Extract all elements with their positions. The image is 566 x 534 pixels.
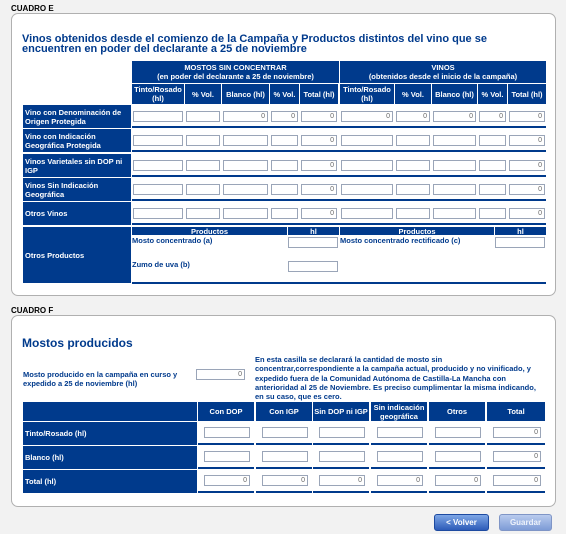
- cell-input[interactable]: 0: [509, 160, 545, 171]
- row-bottom-line: [256, 467, 312, 469]
- cell-input[interactable]: 0: [509, 135, 545, 146]
- row-bottom-line: [429, 491, 485, 493]
- cell-input[interactable]: 0: [509, 111, 545, 122]
- cell-input[interactable]: 0: [433, 111, 476, 122]
- col-productos-1: Productos: [132, 227, 287, 235]
- cell-input[interactable]: 0: [301, 111, 337, 122]
- cell-input[interactable]: 0: [301, 208, 337, 219]
- cell-input[interactable]: [271, 160, 298, 171]
- cell-input[interactable]: [319, 451, 365, 462]
- row-label-3: Vinos Sin Indicación Geográfica: [23, 178, 131, 201]
- corner-header: [23, 402, 197, 421]
- mosto-concentrado-input[interactable]: [288, 237, 338, 248]
- col-header-9: Total (hl): [508, 84, 546, 104]
- col-header-f-5: Total: [487, 402, 545, 421]
- cell-input[interactable]: [435, 451, 481, 462]
- cell-input[interactable]: [223, 135, 268, 146]
- row-bottom-line: [371, 467, 427, 469]
- cell-input[interactable]: [186, 135, 220, 146]
- cell-input[interactable]: 0: [271, 111, 298, 122]
- row-label-otros-productos: Otros Productos: [23, 227, 131, 283]
- cuadro-e-label: CUADRO E: [11, 4, 54, 13]
- row-bottom-line: [313, 467, 369, 469]
- cell-input[interactable]: [262, 427, 308, 438]
- cell-input[interactable]: [479, 184, 506, 195]
- row-bottom-line: [313, 443, 369, 445]
- mosto-rectificado-label: Mosto concentrado rectificado (c): [340, 236, 461, 245]
- cell-input[interactable]: 0: [223, 111, 268, 122]
- col-header-8: % Vol.: [478, 84, 507, 104]
- cell-input[interactable]: [186, 184, 220, 195]
- cell-input[interactable]: 0: [396, 111, 430, 122]
- cell-input[interactable]: [396, 160, 430, 171]
- zumo-uva-input[interactable]: [288, 261, 338, 272]
- row-bottom-line: [132, 126, 546, 128]
- cell-input[interactable]: 0: [493, 475, 541, 486]
- row-bottom-line: [487, 467, 545, 469]
- row-bottom-line: [132, 199, 546, 201]
- cell-input[interactable]: [223, 160, 268, 171]
- cell-input[interactable]: 0: [435, 475, 481, 486]
- row-bottom-line: [198, 491, 254, 493]
- group-mostos-sub: (en poder del declarante a 25 de noviembre): [157, 72, 314, 81]
- row-bottom-line: [429, 467, 485, 469]
- cell-input[interactable]: 0: [493, 451, 541, 462]
- cell-input[interactable]: 0: [204, 475, 250, 486]
- cell-input[interactable]: 0: [493, 427, 541, 438]
- cell-input[interactable]: [435, 427, 481, 438]
- group-vinos-title: VINOS: [431, 63, 455, 72]
- cell-input[interactable]: [262, 451, 308, 462]
- cell-input[interactable]: [479, 160, 506, 171]
- cuadro-e-panel: [11, 13, 556, 296]
- row-bottom-line: [429, 443, 485, 445]
- row-bottom-line: [487, 443, 545, 445]
- save-button[interactable]: Guardar: [499, 514, 552, 531]
- cell-input[interactable]: [433, 184, 476, 195]
- row-bottom-line: [256, 491, 312, 493]
- row-bottom-line: [132, 223, 546, 225]
- col-header-5: Tinto/Rosado (hl): [340, 84, 394, 104]
- cell-input[interactable]: 0: [301, 160, 337, 171]
- mosto-producido-label: Mosto producido en la campaña en curso y expedido a 25 de noviembre (hl): [23, 370, 178, 388]
- back-button[interactable]: < Volver: [434, 514, 489, 531]
- cell-input[interactable]: [341, 208, 393, 219]
- col-header-4: Total (hl): [300, 84, 338, 104]
- row-bottom-line: [198, 443, 254, 445]
- cell-input[interactable]: [319, 427, 365, 438]
- cell-input[interactable]: [433, 208, 476, 219]
- cuadro-f-title: Mostos producidos: [22, 336, 133, 350]
- cell-input[interactable]: 0: [341, 111, 393, 122]
- cell-input[interactable]: [133, 184, 183, 195]
- cell-input[interactable]: 0: [301, 135, 337, 146]
- row-bottom-line: [198, 467, 254, 469]
- col-header-7: Blanco (hl): [432, 84, 477, 104]
- col-header-f-1: Con IGP: [256, 402, 312, 421]
- row-label-f-2: Total (hl): [23, 470, 197, 493]
- row-bottom-line: [371, 491, 427, 493]
- col-header-f-2: Sin DOP ni IGP: [313, 402, 369, 421]
- group-mostos-title: MOSTOS SIN CONCENTRAR: [184, 63, 287, 72]
- mosto-rectificado-input[interactable]: [495, 237, 545, 248]
- cell-input[interactable]: 0: [301, 184, 337, 195]
- cell-input[interactable]: [479, 208, 506, 219]
- cell-input[interactable]: [223, 208, 268, 219]
- row-label-2: Vinos Varietales sin DOP ni IGP: [23, 154, 131, 177]
- cuadro-f-label: CUADRO F: [11, 306, 54, 315]
- cell-input[interactable]: [133, 160, 183, 171]
- cell-input[interactable]: [377, 451, 423, 462]
- row-label-1: Vino con Indicación Geográfica Protegida: [23, 129, 131, 152]
- group-vinos-header: [340, 61, 546, 83]
- row-bottom-line: [313, 491, 369, 493]
- cell-input[interactable]: [133, 208, 183, 219]
- cell-input[interactable]: 0: [377, 475, 423, 486]
- col-productos-2: Productos: [340, 227, 494, 235]
- row-label-4: Otros Vinos: [23, 202, 131, 225]
- cell-input[interactable]: [396, 184, 430, 195]
- cell-input[interactable]: [186, 208, 220, 219]
- cell-input[interactable]: [341, 184, 393, 195]
- cuadro-e-title: Vinos obtenidos desde el comienzo de la Campaña y Productos distintos del vino que se encuentren en poder del declarante a 25 de noviembre: [22, 33, 487, 55]
- group-mostos-header: [132, 61, 339, 83]
- cell-input[interactable]: 0: [319, 475, 365, 486]
- cell-input[interactable]: 0: [509, 184, 545, 195]
- row-bottom-line: [256, 443, 312, 445]
- cell-input[interactable]: [396, 135, 430, 146]
- cell-input[interactable]: [271, 208, 298, 219]
- cell-input[interactable]: [186, 111, 220, 122]
- zumo-uva-label: Zumo de uva (b): [132, 260, 190, 269]
- cuadro-f-panel: [11, 315, 556, 507]
- col-header-3: % Vol.: [270, 84, 299, 104]
- cell-input[interactable]: [186, 160, 220, 171]
- mosto-note: En esta casilla se declarará la cantidad de mosto sin concentrar,correspondiente a la campaña actual, producido y no vinificado, y expedido fuera de la Comunidad Autónoma de Castilla-La Mancha con anterioridad al 25 de Noviembre. Es preciso cumplimentar la misma indicando, en su caso, que es cero.: [255, 355, 536, 402]
- col-header-2: Blanco (hl): [222, 84, 269, 104]
- row-label-f-0: Tinto/Rosado (hl): [23, 422, 197, 445]
- cell-input[interactable]: [433, 135, 476, 146]
- group-vinos-sub: (obtenidos desde el inicio de la campaña): [368, 72, 518, 81]
- col-header-1: % Vol.: [185, 84, 221, 104]
- row-bottom-line: [132, 150, 546, 152]
- col-header-f-0: Con DOP: [198, 402, 254, 421]
- cell-input[interactable]: [204, 451, 250, 462]
- cell-input[interactable]: [433, 160, 476, 171]
- row-label-f-1: Blanco (hl): [23, 446, 197, 469]
- col-header-f-3: Sin indicación geográfica: [371, 402, 427, 421]
- otros-productos-bottom-line: [132, 282, 546, 284]
- cell-input[interactable]: 0: [509, 208, 545, 219]
- mosto-concentrado-label: Mosto concentrado (a): [132, 236, 213, 245]
- col-hl-2: hl: [495, 227, 546, 235]
- cell-input[interactable]: [271, 135, 298, 146]
- cell-input[interactable]: [377, 427, 423, 438]
- row-label-0: Vino con Denominación de Origen Protegida: [23, 105, 131, 128]
- row-bottom-line: [487, 491, 545, 493]
- cell-input[interactable]: [479, 135, 506, 146]
- cell-input[interactable]: [396, 208, 430, 219]
- mosto-producido-input[interactable]: 0: [196, 369, 245, 380]
- col-hl-1: hl: [288, 227, 339, 235]
- cell-input[interactable]: [133, 111, 183, 122]
- col-header-6: % Vol.: [395, 84, 431, 104]
- cell-input[interactable]: [341, 135, 393, 146]
- cell-input[interactable]: [204, 427, 250, 438]
- cell-input[interactable]: [223, 184, 268, 195]
- col-header-0: Tinto/Rosado (hl): [132, 84, 184, 104]
- row-bottom-line: [371, 443, 427, 445]
- col-header-f-4: Otros: [429, 402, 485, 421]
- cell-input[interactable]: [341, 160, 393, 171]
- cell-input[interactable]: 0: [479, 111, 506, 122]
- cell-input[interactable]: [133, 135, 183, 146]
- cell-input[interactable]: 0: [262, 475, 308, 486]
- row-bottom-line: [132, 175, 546, 177]
- cell-input[interactable]: [271, 184, 298, 195]
